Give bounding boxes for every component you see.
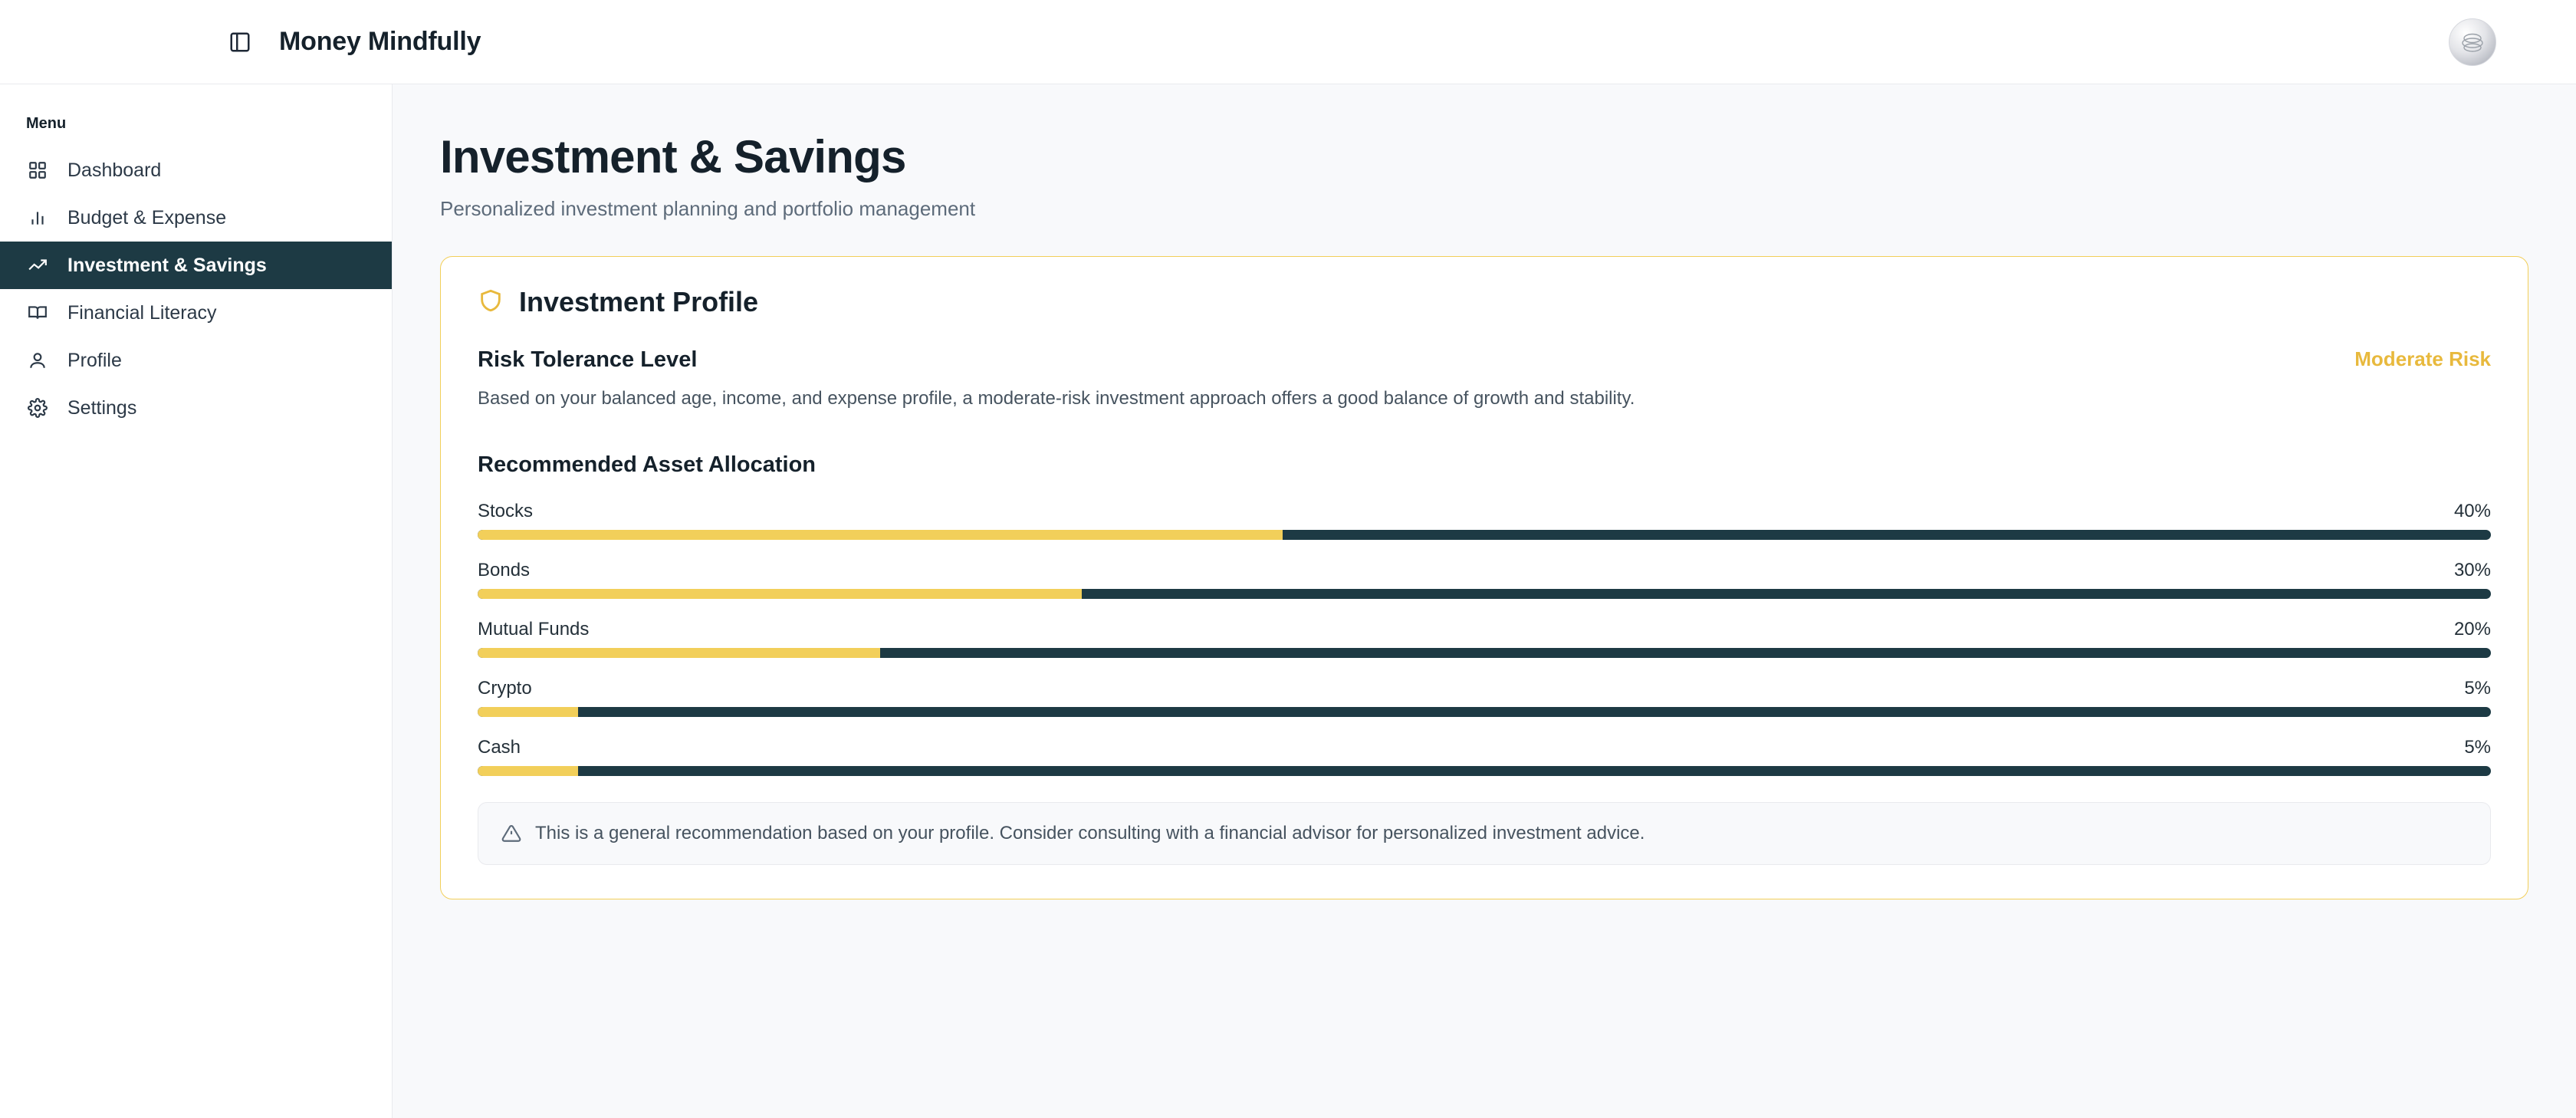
risk-description: Based on your balanced age, income, and expense profile, a moderate-risk investment approach offers a good balance of growth and stability.: [478, 388, 1635, 409]
allocation-label: Bonds: [478, 560, 531, 580]
card-header: [478, 286, 2491, 318]
allocation-label: Cash: [478, 737, 521, 758]
sidebar-item-profile[interactable]: [0, 337, 392, 384]
investment-profile-card: [440, 256, 2528, 899]
alert-triangle-icon: [501, 824, 521, 843]
allocation-bar: [478, 648, 2491, 658]
status-badge: Moderate Risk: [2354, 347, 2491, 370]
sidebar-item-label: Financial Literacy: [67, 301, 217, 324]
user-icon: [26, 349, 49, 372]
allocation-value: 20%: [2453, 619, 2491, 640]
allocation-value: 30%: [2453, 560, 2491, 580]
trending-up-icon: [26, 254, 49, 277]
sidebar-item-dashboard[interactable]: [0, 146, 392, 194]
sidebar-item-label: Profile: [67, 349, 122, 371]
sidebar-item-label: Investment & Savings: [67, 254, 267, 276]
sidebar-item-label: Settings: [67, 396, 137, 419]
allocation-row-bonds: [478, 560, 2491, 599]
allocation-value: 5%: [2464, 678, 2491, 699]
allocation-label: Crypto: [478, 678, 532, 699]
book-open-icon: [26, 301, 49, 324]
risk-tolerance-label: Risk Tolerance Level: [478, 347, 698, 372]
allocation-bar: [478, 707, 2491, 717]
sidebar-item-label: Dashboard: [67, 159, 162, 181]
advisory-note-text: This is a general recommendation based on your profile. Consider consulting with a financial advisor for personalized investment advice.: [535, 823, 1645, 843]
body: [0, 84, 2576, 1118]
page-subtitle: Personalized investment planning and portfolio management: [440, 197, 976, 220]
brand-title: Money Mindfully: [279, 27, 481, 56]
allocation-bar-fill: [478, 530, 1283, 540]
panel-left-icon[interactable]: [222, 25, 258, 60]
shield-icon: [478, 288, 504, 317]
allocation-label: Stocks: [478, 501, 534, 521]
allocation-value: 40%: [2453, 501, 2491, 521]
allocation-bar: [478, 530, 2491, 540]
allocation-row-mutual-funds: [478, 619, 2491, 658]
card-title: Investment Profile: [519, 286, 759, 317]
allocation-value: 5%: [2464, 737, 2491, 758]
allocation-bar-fill: [478, 766, 578, 776]
sidebar-item-budget-expense[interactable]: [0, 194, 392, 242]
sidebar-item-financial-literacy[interactable]: [0, 289, 392, 337]
bar-chart-icon: [26, 206, 49, 229]
allocation-bar: [478, 766, 2491, 776]
avatar[interactable]: [2449, 18, 2496, 66]
top-bar: [0, 0, 2576, 84]
allocation-label: Mutual Funds: [478, 619, 590, 640]
sidebar-item-label: Budget & Expense: [67, 206, 227, 229]
allocation-row-cash: [478, 737, 2491, 776]
main-content: [393, 84, 2576, 1118]
allocation-bar-fill: [478, 648, 880, 658]
sidebar: [0, 84, 393, 1118]
allocation-row-crypto: [478, 678, 2491, 717]
allocation-bar: [478, 589, 2491, 599]
grid-icon: [26, 159, 49, 182]
risk-row: [478, 347, 2491, 373]
gear-icon: [26, 396, 49, 419]
advisory-note: [478, 802, 2491, 865]
sidebar-item-settings[interactable]: [0, 384, 392, 432]
allocation-bar-fill: [478, 707, 578, 717]
allocation-title: Recommended Asset Allocation: [478, 452, 816, 477]
sidebar-item-investment-savings[interactable]: [0, 242, 392, 289]
allocation-bar-fill: [478, 589, 1082, 599]
sidebar-section-label: Menu: [26, 115, 67, 132]
page-title: Investment & Savings: [440, 131, 906, 182]
allocation-row-stocks: [478, 501, 2491, 540]
